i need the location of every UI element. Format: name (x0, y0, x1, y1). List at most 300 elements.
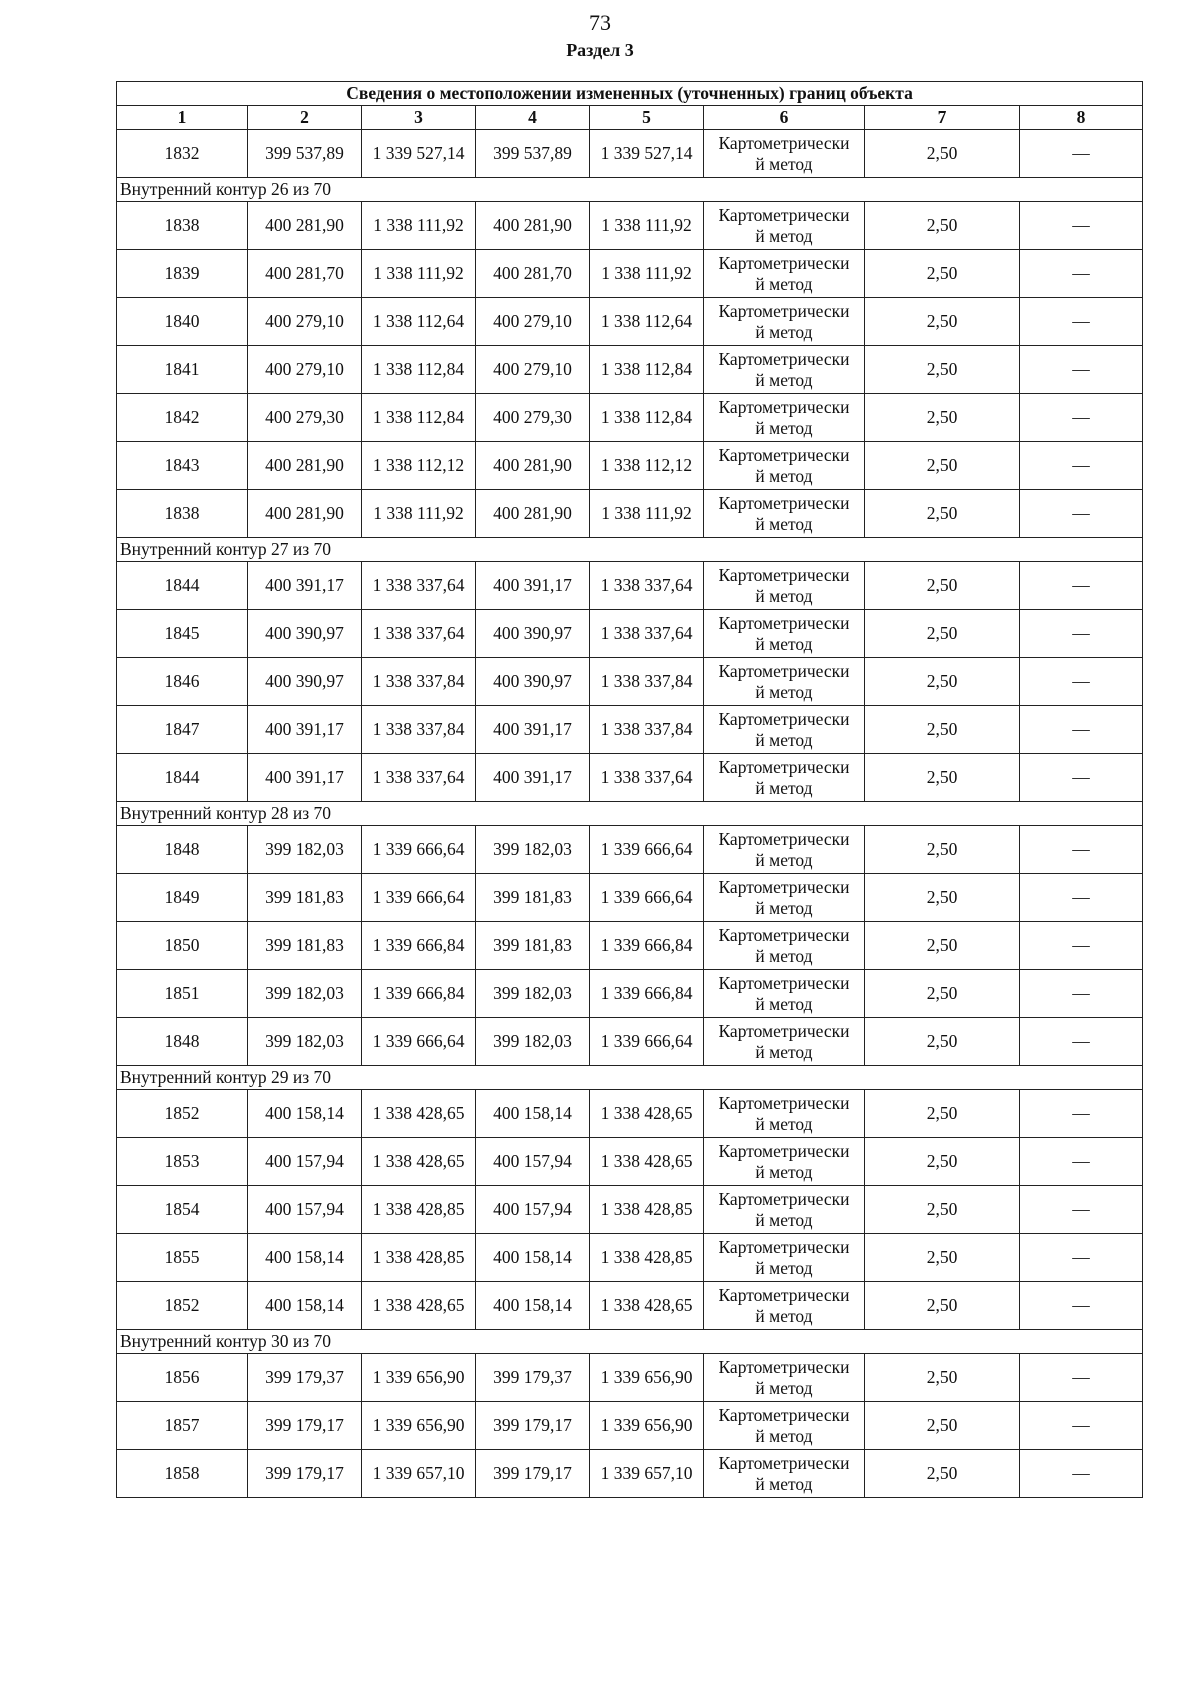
column-number: 3 (362, 106, 476, 130)
existing-y-cell: 1 338 428,85 (362, 1234, 476, 1282)
accuracy-cell: 2,50 (865, 562, 1020, 610)
method-text-line-1: Картометрически (718, 348, 850, 369)
refined-y-cell: 1 338 112,64 (590, 298, 704, 346)
method-text-line-1: Картометрически (718, 1452, 850, 1473)
existing-y-cell: 1 338 112,84 (362, 346, 476, 394)
table-row (117, 250, 1143, 298)
column-number: 2 (248, 106, 362, 130)
point-number-cell: 1838 (117, 202, 248, 250)
refined-x-cell: 399 181,83 (476, 922, 590, 970)
point-number-cell: 1842 (117, 394, 248, 442)
existing-y-cell: 1 338 337,64 (362, 754, 476, 802)
method-text-line-1: Картометрически (718, 876, 850, 897)
accuracy-cell: 2,50 (865, 1234, 1020, 1282)
note-cell: — (1020, 298, 1143, 346)
note-cell: — (1020, 394, 1143, 442)
refined-x-cell: 400 281,70 (476, 250, 590, 298)
note-cell: — (1020, 706, 1143, 754)
accuracy-cell: 2,50 (865, 1450, 1020, 1498)
accuracy-cell: 2,50 (865, 1186, 1020, 1234)
method-cell (704, 610, 865, 658)
method-text-line-2: й метод (755, 225, 813, 246)
note-cell: — (1020, 250, 1143, 298)
table-row (117, 610, 1143, 658)
table-row (117, 874, 1143, 922)
method-text-line-2: й метод (755, 1161, 813, 1182)
existing-x-cell: 399 179,17 (248, 1402, 362, 1450)
accuracy-cell: 2,50 (865, 874, 1020, 922)
refined-x-cell: 399 179,37 (476, 1354, 590, 1402)
refined-y-cell: 1 339 666,84 (590, 922, 704, 970)
accuracy-cell: 2,50 (865, 298, 1020, 346)
page-number: 73 (589, 10, 611, 35)
note-cell: — (1020, 970, 1143, 1018)
table-row (117, 922, 1143, 970)
column-number-row (117, 106, 1143, 130)
point-number-cell: 1857 (117, 1402, 248, 1450)
method-text-line-1: Картометрически (718, 1356, 850, 1377)
existing-x-cell: 400 391,17 (248, 706, 362, 754)
method-cell (704, 826, 865, 874)
column-number: 7 (865, 106, 1020, 130)
existing-y-cell: 1 338 337,84 (362, 658, 476, 706)
method-text-line-2: й метод (755, 1209, 813, 1230)
existing-y-cell: 1 338 428,65 (362, 1090, 476, 1138)
note-cell: — (1020, 874, 1143, 922)
column-number: 5 (590, 106, 704, 130)
column-number: 1 (117, 106, 248, 130)
method-text-line-2: й метод (755, 1473, 813, 1494)
table-row (117, 202, 1143, 250)
refined-y-cell: 1 338 337,64 (590, 562, 704, 610)
method-cell (704, 490, 865, 538)
method-cell (704, 1402, 865, 1450)
refined-y-cell: 1 338 428,85 (590, 1186, 704, 1234)
accuracy-cell: 2,50 (865, 970, 1020, 1018)
column-number: 8 (1020, 106, 1143, 130)
point-number-cell: 1843 (117, 442, 248, 490)
point-number-cell: 1844 (117, 562, 248, 610)
accuracy-cell: 2,50 (865, 658, 1020, 706)
method-cell (704, 442, 865, 490)
table-row (117, 442, 1143, 490)
refined-x-cell: 400 391,17 (476, 562, 590, 610)
existing-x-cell: 400 157,94 (248, 1138, 362, 1186)
method-cell (704, 130, 865, 178)
method-text-line-2: й метод (755, 417, 813, 438)
existing-y-cell: 1 338 111,92 (362, 490, 476, 538)
column-number: 4 (476, 106, 590, 130)
contour-header-row (117, 1330, 1143, 1354)
note-cell: — (1020, 1354, 1143, 1402)
method-text-line-1: Картометрически (718, 1092, 850, 1113)
refined-x-cell: 400 157,94 (476, 1186, 590, 1234)
refined-x-cell: 399 179,17 (476, 1450, 590, 1498)
note-cell: — (1020, 562, 1143, 610)
refined-y-cell: 1 338 428,65 (590, 1282, 704, 1330)
existing-x-cell: 400 158,14 (248, 1234, 362, 1282)
refined-y-cell: 1 338 337,64 (590, 610, 704, 658)
table-row (117, 130, 1143, 178)
accuracy-cell: 2,50 (865, 610, 1020, 658)
contour-label: Внутренний контур 29 из 70 (117, 1066, 1143, 1090)
point-number-cell: 1856 (117, 1354, 248, 1402)
note-cell: — (1020, 346, 1143, 394)
note-cell: — (1020, 610, 1143, 658)
refined-x-cell: 400 391,17 (476, 754, 590, 802)
point-number-cell: 1851 (117, 970, 248, 1018)
point-number-cell: 1847 (117, 706, 248, 754)
existing-x-cell: 400 279,10 (248, 346, 362, 394)
method-cell (704, 202, 865, 250)
note-cell: — (1020, 202, 1143, 250)
accuracy-cell: 2,50 (865, 130, 1020, 178)
existing-y-cell: 1 339 666,84 (362, 970, 476, 1018)
refined-x-cell: 400 281,90 (476, 442, 590, 490)
refined-x-cell: 400 158,14 (476, 1234, 590, 1282)
method-cell (704, 754, 865, 802)
table-row (117, 1186, 1143, 1234)
note-cell: — (1020, 1234, 1143, 1282)
contour-header-row (117, 178, 1143, 202)
refined-x-cell: 399 182,03 (476, 826, 590, 874)
refined-y-cell: 1 339 657,10 (590, 1450, 704, 1498)
method-cell (704, 874, 865, 922)
method-text-line-1: Картометрически (718, 756, 850, 777)
accuracy-cell: 2,50 (865, 442, 1020, 490)
table-row (117, 1450, 1143, 1498)
refined-y-cell: 1 338 428,85 (590, 1234, 704, 1282)
existing-x-cell: 400 158,14 (248, 1090, 362, 1138)
refined-y-cell: 1 338 337,84 (590, 658, 704, 706)
method-text-line-2: й метод (755, 849, 813, 870)
note-cell: — (1020, 826, 1143, 874)
existing-y-cell: 1 339 527,14 (362, 130, 476, 178)
point-number-cell: 1853 (117, 1138, 248, 1186)
refined-x-cell: 400 281,90 (476, 202, 590, 250)
table-row (117, 1138, 1143, 1186)
refined-y-cell: 1 338 111,92 (590, 202, 704, 250)
refined-x-cell: 399 181,83 (476, 874, 590, 922)
method-text-line-2: й метод (755, 1041, 813, 1062)
note-cell: — (1020, 1090, 1143, 1138)
point-number-cell: 1852 (117, 1282, 248, 1330)
refined-y-cell: 1 338 112,84 (590, 346, 704, 394)
refined-y-cell: 1 338 112,12 (590, 442, 704, 490)
method-text-line-2: й метод (755, 945, 813, 966)
refined-y-cell: 1 338 337,64 (590, 754, 704, 802)
existing-x-cell: 400 279,10 (248, 298, 362, 346)
note-cell: — (1020, 1450, 1143, 1498)
refined-x-cell: 400 390,97 (476, 610, 590, 658)
table-row (117, 1282, 1143, 1330)
existing-y-cell: 1 338 112,84 (362, 394, 476, 442)
method-cell (704, 562, 865, 610)
existing-x-cell: 399 179,17 (248, 1450, 362, 1498)
method-text-line-2: й метод (755, 777, 813, 798)
point-number-cell: 1854 (117, 1186, 248, 1234)
table-row (117, 1018, 1143, 1066)
method-text-line-1: Картометрически (718, 972, 850, 993)
point-number-cell: 1832 (117, 130, 248, 178)
method-text-line-2: й метод (755, 1377, 813, 1398)
method-text-line-1: Картометрически (718, 1284, 850, 1305)
method-text-line-2: й метод (755, 633, 813, 654)
method-text-line-1: Картометрически (718, 612, 850, 633)
method-text-line-2: й метод (755, 993, 813, 1014)
note-cell: — (1020, 1018, 1143, 1066)
method-text-line-1: Картометрически (718, 924, 850, 945)
contour-label: Внутренний контур 28 из 70 (117, 802, 1143, 826)
contour-header-row (117, 802, 1143, 826)
accuracy-cell: 2,50 (865, 1090, 1020, 1138)
refined-y-cell: 1 338 428,65 (590, 1090, 704, 1138)
existing-x-cell: 400 391,17 (248, 562, 362, 610)
refined-y-cell: 1 339 666,84 (590, 970, 704, 1018)
existing-x-cell: 400 390,97 (248, 610, 362, 658)
refined-y-cell: 1 338 112,84 (590, 394, 704, 442)
note-cell: — (1020, 130, 1143, 178)
table-row (117, 346, 1143, 394)
existing-y-cell: 1 339 666,64 (362, 826, 476, 874)
table-body (117, 130, 1143, 1498)
method-text-line-2: й метод (755, 1305, 813, 1326)
method-cell (704, 1450, 865, 1498)
existing-y-cell: 1 339 666,84 (362, 922, 476, 970)
method-text-line-1: Картометрически (718, 1140, 850, 1161)
refined-x-cell: 400 390,97 (476, 658, 590, 706)
table-row (117, 1354, 1143, 1402)
method-text-line-1: Картометрически (718, 204, 850, 225)
method-text-line-2: й метод (755, 321, 813, 342)
existing-x-cell: 399 181,83 (248, 922, 362, 970)
accuracy-cell: 2,50 (865, 1402, 1020, 1450)
table-row (117, 826, 1143, 874)
method-cell (704, 970, 865, 1018)
refined-x-cell: 400 279,10 (476, 346, 590, 394)
refined-x-cell: 400 158,14 (476, 1090, 590, 1138)
refined-y-cell: 1 338 337,84 (590, 706, 704, 754)
refined-y-cell: 1 339 656,90 (590, 1354, 704, 1402)
accuracy-cell: 2,50 (865, 1138, 1020, 1186)
method-text-line-2: й метод (755, 513, 813, 534)
table-row (117, 1234, 1143, 1282)
method-text-line-1: Картометрически (718, 1188, 850, 1209)
point-number-cell: 1848 (117, 826, 248, 874)
method-cell (704, 346, 865, 394)
method-text-line-2: й метод (755, 897, 813, 918)
table-row (117, 658, 1143, 706)
table-row (117, 1402, 1143, 1450)
refined-x-cell: 399 182,03 (476, 970, 590, 1018)
refined-x-cell: 400 157,94 (476, 1138, 590, 1186)
point-number-cell: 1852 (117, 1090, 248, 1138)
method-text-line-2: й метод (755, 729, 813, 750)
table-row (117, 970, 1143, 1018)
existing-y-cell: 1 338 428,65 (362, 1282, 476, 1330)
table-row (117, 298, 1143, 346)
refined-y-cell: 1 339 656,90 (590, 1402, 704, 1450)
method-text-line-2: й метод (755, 465, 813, 486)
method-text-line-2: й метод (755, 1113, 813, 1134)
method-cell (704, 298, 865, 346)
accuracy-cell: 2,50 (865, 490, 1020, 538)
table-title: Сведения о местоположении измененных (уточненных) границ объекта (117, 82, 1143, 106)
contour-header-row (117, 1066, 1143, 1090)
existing-x-cell: 400 390,97 (248, 658, 362, 706)
accuracy-cell: 2,50 (865, 202, 1020, 250)
point-number-cell: 1840 (117, 298, 248, 346)
point-number-cell: 1841 (117, 346, 248, 394)
table-row (117, 754, 1143, 802)
existing-x-cell: 399 182,03 (248, 970, 362, 1018)
existing-x-cell: 399 181,83 (248, 874, 362, 922)
method-text-line-1: Картометрически (718, 132, 850, 153)
refined-x-cell: 400 158,14 (476, 1282, 590, 1330)
existing-y-cell: 1 338 337,84 (362, 706, 476, 754)
method-cell (704, 394, 865, 442)
existing-y-cell: 1 339 657,10 (362, 1450, 476, 1498)
refined-y-cell: 1 339 666,64 (590, 826, 704, 874)
refined-x-cell: 399 182,03 (476, 1018, 590, 1066)
accuracy-cell: 2,50 (865, 250, 1020, 298)
table-title-row (117, 82, 1143, 106)
method-text-line-1: Картометрически (718, 396, 850, 417)
method-cell (704, 1018, 865, 1066)
existing-x-cell: 400 157,94 (248, 1186, 362, 1234)
table-row (117, 706, 1143, 754)
point-number-cell: 1855 (117, 1234, 248, 1282)
note-cell: — (1020, 1402, 1143, 1450)
existing-x-cell: 399 182,03 (248, 1018, 362, 1066)
table-row (117, 1090, 1143, 1138)
accuracy-cell: 2,50 (865, 706, 1020, 754)
accuracy-cell: 2,50 (865, 394, 1020, 442)
note-cell: — (1020, 442, 1143, 490)
accuracy-cell: 2,50 (865, 1282, 1020, 1330)
refined-x-cell: 400 279,10 (476, 298, 590, 346)
method-text-line-2: й метод (755, 585, 813, 606)
existing-y-cell: 1 339 656,90 (362, 1354, 476, 1402)
refined-x-cell: 399 179,17 (476, 1402, 590, 1450)
refined-y-cell: 1 339 666,64 (590, 1018, 704, 1066)
existing-y-cell: 1 338 428,65 (362, 1138, 476, 1186)
method-text-line-1: Картометрически (718, 1404, 850, 1425)
existing-y-cell: 1 339 666,64 (362, 874, 476, 922)
existing-x-cell: 400 391,17 (248, 754, 362, 802)
method-text-line-1: Картометрически (718, 1020, 850, 1041)
note-cell: — (1020, 1282, 1143, 1330)
method-text-line-2: й метод (755, 153, 813, 174)
method-cell (704, 1138, 865, 1186)
existing-x-cell: 400 281,90 (248, 490, 362, 538)
existing-y-cell: 1 339 656,90 (362, 1402, 476, 1450)
accuracy-cell: 2,50 (865, 922, 1020, 970)
method-text-line-1: Картометрически (718, 300, 850, 321)
existing-x-cell: 400 279,30 (248, 394, 362, 442)
method-cell (704, 1282, 865, 1330)
point-number-cell: 1839 (117, 250, 248, 298)
method-text-line-1: Картометрически (718, 660, 850, 681)
existing-y-cell: 1 338 112,12 (362, 442, 476, 490)
note-cell: — (1020, 658, 1143, 706)
method-cell (704, 1186, 865, 1234)
contour-header-row (117, 538, 1143, 562)
contour-label: Внутренний контур 26 из 70 (117, 178, 1143, 202)
method-cell (704, 1090, 865, 1138)
point-number-cell: 1848 (117, 1018, 248, 1066)
column-number: 6 (704, 106, 865, 130)
section-title: Раздел 3 (566, 40, 634, 60)
method-text-line-1: Картометрически (718, 492, 850, 513)
method-text-line-2: й метод (755, 1425, 813, 1446)
existing-y-cell: 1 339 666,64 (362, 1018, 476, 1066)
note-cell: — (1020, 922, 1143, 970)
method-text-line-1: Картометрически (718, 828, 850, 849)
method-cell (704, 922, 865, 970)
refined-x-cell: 400 391,17 (476, 706, 590, 754)
method-text-line-2: й метод (755, 273, 813, 294)
accuracy-cell: 2,50 (865, 1018, 1020, 1066)
point-number-cell: 1844 (117, 754, 248, 802)
table-row (117, 490, 1143, 538)
table-row (117, 394, 1143, 442)
point-number-cell: 1849 (117, 874, 248, 922)
refined-x-cell: 400 281,90 (476, 490, 590, 538)
accuracy-cell: 2,50 (865, 1354, 1020, 1402)
note-cell: — (1020, 754, 1143, 802)
point-number-cell: 1846 (117, 658, 248, 706)
method-text-line-1: Картометрически (718, 252, 850, 273)
method-text-line-2: й метод (755, 681, 813, 702)
boundary-coordinates-table (116, 81, 1143, 1498)
existing-y-cell: 1 338 428,85 (362, 1186, 476, 1234)
method-text-line-2: й метод (755, 1257, 813, 1278)
method-text-line-1: Картометрически (718, 564, 850, 585)
refined-y-cell: 1 338 428,65 (590, 1138, 704, 1186)
existing-x-cell: 400 158,14 (248, 1282, 362, 1330)
refined-y-cell: 1 339 527,14 (590, 130, 704, 178)
refined-y-cell: 1 338 111,92 (590, 250, 704, 298)
contour-label: Внутренний контур 30 из 70 (117, 1330, 1143, 1354)
method-text-line-1: Картометрически (718, 1236, 850, 1257)
refined-x-cell: 400 279,30 (476, 394, 590, 442)
accuracy-cell: 2,50 (865, 826, 1020, 874)
existing-y-cell: 1 338 337,64 (362, 610, 476, 658)
method-cell (704, 1234, 865, 1282)
existing-y-cell: 1 338 112,64 (362, 298, 476, 346)
accuracy-cell: 2,50 (865, 754, 1020, 802)
method-text-line-1: Картометрически (718, 708, 850, 729)
refined-y-cell: 1 339 666,64 (590, 874, 704, 922)
existing-y-cell: 1 338 111,92 (362, 250, 476, 298)
point-number-cell: 1858 (117, 1450, 248, 1498)
method-cell (704, 706, 865, 754)
method-cell (704, 1354, 865, 1402)
existing-y-cell: 1 338 111,92 (362, 202, 476, 250)
existing-x-cell: 399 179,37 (248, 1354, 362, 1402)
point-number-cell: 1850 (117, 922, 248, 970)
point-number-cell: 1838 (117, 490, 248, 538)
note-cell: — (1020, 1186, 1143, 1234)
table-row (117, 562, 1143, 610)
existing-x-cell: 399 182,03 (248, 826, 362, 874)
existing-x-cell: 400 281,90 (248, 442, 362, 490)
method-cell (704, 250, 865, 298)
method-text-line-2: й метод (755, 369, 813, 390)
method-cell (704, 658, 865, 706)
refined-y-cell: 1 338 111,92 (590, 490, 704, 538)
